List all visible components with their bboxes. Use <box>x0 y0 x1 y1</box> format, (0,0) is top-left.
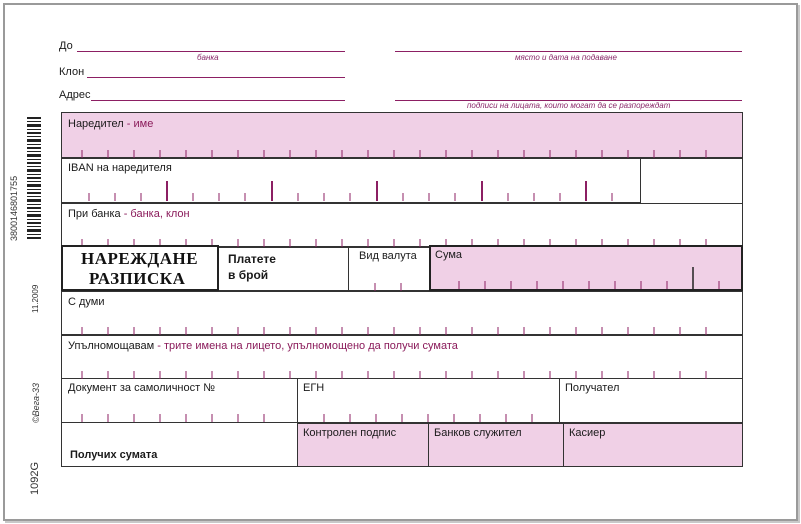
to-label: До <box>59 40 73 52</box>
address-field-line[interactable] <box>91 100 345 101</box>
authorize-label: Упълномощавам - трите имена на лицето, упълномощено да получи сумата <box>68 340 458 352</box>
cashier-cell[interactable] <box>563 423 743 467</box>
form-title-line1: НАРЕЖДАНЕ <box>81 249 199 268</box>
received-label: Получих сумата <box>70 449 158 461</box>
currency-char-ticks <box>349 276 429 292</box>
payment-slip-form <box>3 3 798 521</box>
barcode <box>27 117 41 241</box>
bank-clerk-label: Банков служител <box>434 427 522 439</box>
place-date-field-line[interactable] <box>395 51 742 52</box>
publisher-mark: ©Вега-33 <box>31 383 41 423</box>
payer-label: Наредител - име <box>68 118 154 130</box>
egn-char-ticks <box>298 407 560 423</box>
payer-row[interactable] <box>61 112 743 158</box>
amount-label: Сума <box>435 249 463 261</box>
received-cell[interactable] <box>61 423 297 467</box>
pay-cash-line2: в брой <box>228 268 269 282</box>
recipient-cell[interactable] <box>559 379 743 423</box>
amount-in-words-row[interactable] <box>61 291 743 335</box>
payer-char-ticks <box>62 143 742 159</box>
control-signature-cell[interactable] <box>297 423 429 467</box>
iban-row[interactable] <box>61 158 641 203</box>
address-label: Адрес <box>59 89 91 101</box>
amount-in-words-label: С думи <box>68 296 105 308</box>
authorize-row[interactable] <box>61 335 743 379</box>
amount-cell[interactable] <box>429 245 743 291</box>
branch-label: Клон <box>59 66 85 78</box>
cashier-label: Касиер <box>569 427 606 439</box>
id-document-cell[interactable] <box>61 379 297 423</box>
currency-label: Вид валута <box>359 250 417 262</box>
words-char-ticks <box>62 320 742 336</box>
branch-field-line[interactable] <box>87 77 345 78</box>
id-document-label: Документ за самоличност № <box>68 382 216 394</box>
control-signature-label: Контролен подпис <box>303 427 397 439</box>
pay-cash-line1: Платете <box>228 252 276 266</box>
bank-row[interactable] <box>61 203 743 247</box>
form-title-box <box>61 245 219 291</box>
amount-char-ticks <box>431 261 741 291</box>
to-field-line[interactable] <box>77 51 345 52</box>
authorize-char-ticks <box>62 364 742 380</box>
pay-cash-cell <box>219 247 349 291</box>
barcode-number: 3800146801755 <box>9 175 19 241</box>
egn-cell[interactable] <box>297 379 559 423</box>
form-title-line2: РАЗПИСКА <box>89 269 186 288</box>
date-code: 11.2009 <box>31 284 40 313</box>
bank-hint: банка <box>197 53 219 62</box>
currency-cell[interactable] <box>349 247 429 291</box>
place-date-hint: място и дата на подаване <box>515 53 617 62</box>
iban-char-ticks <box>62 179 640 203</box>
iban-side-blank <box>641 158 743 203</box>
egn-label: ЕГН <box>303 382 325 394</box>
recipient-label: Получател <box>565 382 620 394</box>
bank-clerk-cell[interactable] <box>429 423 563 467</box>
form-code: 1092G <box>29 461 41 495</box>
bank-label: При банка - банка, клон <box>68 208 190 220</box>
barcode-graphic <box>27 117 41 241</box>
signatures-hint: подписи на лицата, които могат да се разпореждат <box>467 101 671 110</box>
iban-label: IBAN на наредителя <box>68 162 172 174</box>
id-char-ticks <box>62 407 298 423</box>
